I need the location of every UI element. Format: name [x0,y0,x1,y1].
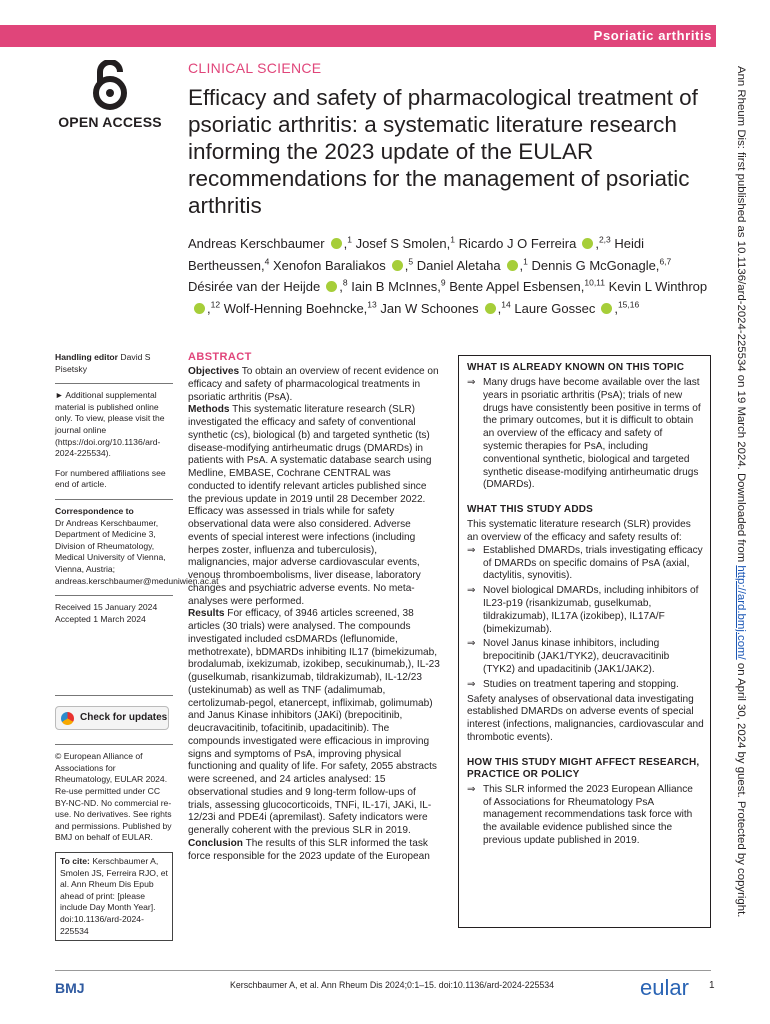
author-name: Désirée van der Heijde [188,279,321,294]
abstract-section [188,838,440,864]
adds-heading: WHAT THIS STUDY ADDS [467,504,594,516]
key-message-item: ⇒ Novel biological DMARDs, including inhibitors of IL23-p19 (risankizumab, guselkumab, tildrakizumab), IL17A (izokibep), IL17A/F (bimekizumab). [467,585,704,636]
author-name: Josef S Smolen, [355,236,451,251]
abstract-section-text: This systematic literature research (SLR) investigated the efficacy and safety of conventional synthetic (cs), biological (b) and targeted synthetic (ts) disease-modifying antirheumatic drugs (DMARDs) in patients with PsA. A systematic database search using Medline, EMBASE, Cochrane CENTRAL was conducted to identify relevant articles published since the previous update in 2019 until 28 December 2022. Efficacy was assessed in trials while for safety observational data were also considered. Adverse events of special interest were infections (including herpes zoster, influenza and tuberculosis), malignancies, major adverse cardiovascular events, venous thromboembolisms, liver disease, laboratory changes and psychiatric adverse events. No meta-analyses were performed. [188,404,432,607]
article-category: CLINICAL SCIENCE [188,60,322,76]
author-affiliation: 15,16 [617,299,640,310]
bmj-logo: BMJ [55,980,85,996]
orcid-icon[interactable] [582,238,593,249]
author-affiliation: 5 [408,256,414,267]
orcid-icon[interactable] [194,303,205,314]
author-affiliation: 2,3 [598,234,611,245]
open-access-badge [58,60,162,130]
orcid-icon[interactable] [507,260,518,271]
copyright-note: © European Alliance of Associations for Rheumatology, EULAR 2024. Re-use permitted under CC BY-NC-ND. No commercial re-use. No derivatives. See rights and permissions. Published by BMJ on behalf of EULAR. [55,751,172,843]
abstract-body [188,366,440,863]
abstract-section-label: Methods [188,404,230,416]
author-list: Andreas Kerschbaumer ,$^1$ Josef S Smolen,$^1$ Ricardo J O Ferreira ,$^{2,3}$ Heidi Bertheussen,$^4$ Xenofon Baraliakos ,$^5$ Daniel Aletaha ,$^1$ Dennis G McGonagle,$^{6,7}$ Désirée van der Heijde ,$^8$ Iain B McInnes,$^9$ Bente Appel Esbensen,$^{10,11}$ Kevin L Winthrop,$^{12}$ Wolf-Henning Boehncke,$^{13}$ Jan W Schoones ,$^{14}$ Laure Gossec ,$^{15,16}$ [188,234,708,316]
abstract-heading: ABSTRACT [188,351,252,363]
author-affiliation: 13 [367,299,377,310]
adds-outro: Safety analyses of observational data investigating established DMARDs on adverse events of special interest (infections, malignancies, cardiovascular and thrombotic events). [467,693,704,743]
adds-list [467,545,704,692]
author-name: Bente Appel Esbensen, [449,279,585,294]
abstract-section-text: For efficacy, of 3946 articles screened, 38 articles (30 trials) were analysed. The compounds investigated included csDMARDs (leflunomide, methotrexate), bDMARDs inhibiting IL17 (bimekizumab, brodalumab, ixekizumab, izokibep, secukinumab,), IL-23 (guselkumab, risankizumab, tildrakizumab), IL-12/23 (ustekinumab) as well as TNF (adalimumab, certolizumab-pegol, etanercept, infliximab, golimumab) and Janus Kinase inhibitors (JAKi) (brepocitinib, deucravacitinib, tofacitinib, upadacitinib). The compounds investigated were efficacious in improving signs and symptoms of PsA, improving physical functioning and quality of life. For safety, 2055 abstracts were screened, and 24 articles analysed: 15 observational studies and 9 long-term follow-ups of trials, assessing glucocorticoids, TNFi, IL-17i, JAKi, IL-12/23i and PDE4i (apremilast). Safety indicators were generally coherent with the previous SLR in 2019. [188,608,440,836]
correspondence: Correspondence to Dr Andreas Kerschbaumer, Department of Medicine 3, Division of Rheumatology, Medical University of Vienna, Vienna, Austria; andreas.kerschbaumer@meduniwien.ac.at [55,505,219,586]
author-affiliation: 1 [450,234,455,245]
footer-rule [55,970,711,971]
open-access-lock-icon [90,60,130,110]
journal-section-label: Psoriatic arthritis [593,28,712,43]
journal-link[interactable]: http://ard.bmj.com/ [735,565,747,660]
known-list [467,377,704,492]
abstract-section-label: Conclusion [188,837,243,849]
author-affiliation: 4 [264,256,270,267]
handling-editor: Handling editor David S Pisetsky [55,352,151,374]
abstract-section-label: Results [188,608,225,620]
dates: Received 15 January 2024 Accepted 1 March 2024 [55,602,158,624]
author-name: Ricardo J O Ferreira [458,236,577,251]
author-affiliation: 10,11 [584,277,605,288]
affiliations-note: For numbered affiliations see end of article. [55,467,166,490]
author-affiliation: 6,7 [659,256,672,267]
author-affiliation: 8 [342,277,348,288]
page-number: 1 [709,980,715,991]
key-message-item: ⇒ Novel Janus kinase inhibitors, including brepocitinib (JAK1/TYK2), deucravacitinib (TYK2) and upadacitinib (JAK1/JAK2). [467,638,704,676]
author-name: Xenofon Baraliakos [272,257,386,273]
author-affiliation: 1 [523,256,528,267]
known-heading: WHAT IS ALREADY KNOWN ON THIS TOPIC [467,362,685,373]
orcid-icon[interactable] [601,303,612,314]
citation-box: To cite: Kerschbaumer A, Smolen JS, Ferreira RJO, et al. Ann Rheum Dis Epub ahead of print: [please include Day Month Year]. doi:10.1136/ard-2024-225534 [55,852,173,941]
abstract-section [188,404,440,608]
author-name: Wolf-Henning Boehncke, [223,300,368,316]
key-messages-box [458,355,711,928]
author-name: Andreas Kerschbaumer [188,236,325,251]
side-copyright-strip: Ann Rheum Dis: first published as 10.1136/ard-2024-225534 on 19 March 2024. Downloaded from http://ard.bmj.com/ on April 30, 2024 by guest. Protected by copyright. [735,66,747,918]
orcid-icon[interactable] [392,260,403,271]
check-for-updates-button[interactable]: Check for updates [55,706,169,730]
author-affiliation: 14 [501,299,511,310]
key-message-item: ⇒ Established DMARDs, trials investigating efficacy of DMARDs on specific domains of PsA (axial, dactylitis, synovitis). [467,545,704,583]
check-updates-icon [61,712,74,725]
footer-citation: Kerschbaumer A, et al. Ann Rheum Dis 2024;0:1–15. doi:10.1136/ard-2024-225534 [230,980,555,990]
author-name: Kevin L Winthrop [608,279,708,294]
author-name: Iain B McInnes, [351,279,441,294]
author-name: Jan W Schoones [380,300,479,316]
affect-heading: HOW THIS STUDY MIGHT AFFECT RESEARCH, PRACTICE OR POLICY [467,756,700,780]
article-title: Efficacy and safety of pharmacological treatment of psoriatic arthritis: a systematic literature research informing the 2023 update of the EULAR recommendations for the management of psoriatic arthritis [188,85,698,218]
abstract-section-label: Objectives [188,366,240,377]
author-name: Daniel Aletaha [416,257,501,273]
key-message-item: ⇒ Many drugs have become available over the last years in psoriatic arthritis (PsA); trials of new drugs have consistently been positive in terms of the primary outcomes, but it is difficult to obtain an overview of the efficacy and safety of systemic therapies for PsA, including conventional synthetic, biological and targeted synthetic disease-modifying antirheumatic drugs (DMARDs). [467,377,704,492]
orcid-icon[interactable] [331,238,342,249]
author-name: Laure Gossec [514,300,596,316]
abstract-section-text: To obtain an overview of recent evidence on efficacy and safety of pharmacological treatments in psoriatic arthritis (PsA). [188,366,439,403]
open-access-label: OPEN ACCESS [58,114,162,130]
author-affiliation: 1 [347,234,352,245]
adds-intro: This systematic literature research (SLR) provides an overview of the efficacy and safety results of: [467,519,691,543]
eular-logo: eular [640,975,689,1000]
orcid-icon[interactable] [326,281,337,292]
affect-list [467,784,704,848]
abstract-section [188,366,440,404]
supplemental-note[interactable]: ► Additional supplemental material is published online only. To view, please visit the journal online (https://doi.org/10.1136/ard-2024-225534). [55,390,165,459]
author-name: Dennis G McGonagle, [531,257,660,273]
abstract-section-text: The results of this SLR informed the task force responsible for the 2023 update of the European [188,837,430,862]
author-affiliation: 9 [440,277,446,288]
author-affiliation: 12 [210,299,221,310]
author-name: Heidi Bertheussen, [188,236,645,273]
abstract-section [188,608,440,838]
key-message-item: ⇒ Studies on treatment tapering and stopping. [467,679,704,692]
journal-section-banner [0,25,716,47]
key-message-item: ⇒ This SLR informed the 2023 European Alliance of Associations for Rheumatology PsA management recommendations task force with the available evidence published since the previous update published in 2019. [467,784,704,848]
orcid-icon[interactable] [485,303,496,314]
